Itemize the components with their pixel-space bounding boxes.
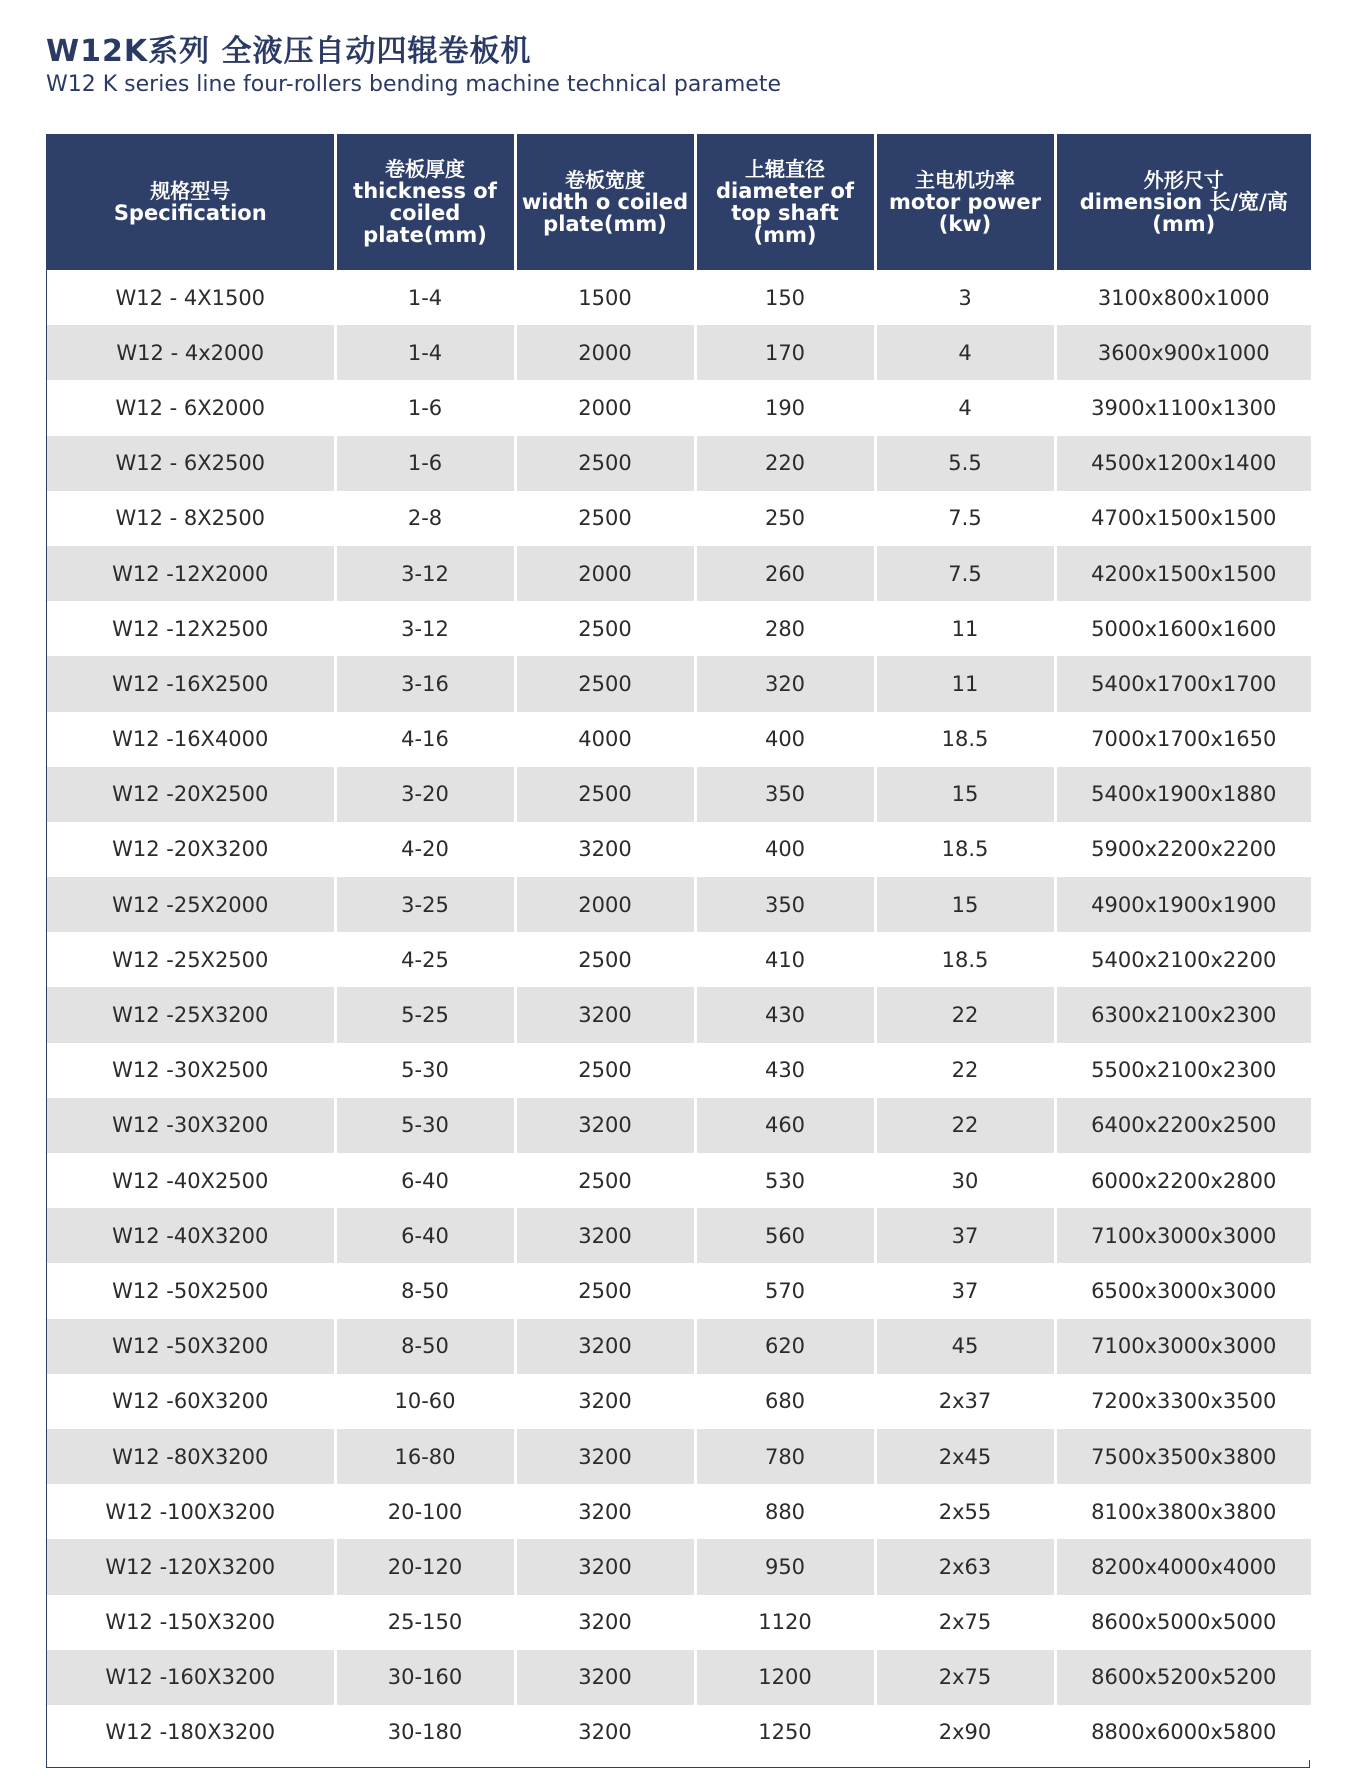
cell-specification: W12 -180X3200 xyxy=(47,1705,335,1760)
header-label-en: Specification xyxy=(113,201,267,225)
table-row xyxy=(47,1208,1311,1263)
cell-diameter: 350 xyxy=(695,877,875,932)
cell-motor-power: 3 xyxy=(875,270,1055,325)
cell-specification: W12 -25X2500 xyxy=(47,932,335,987)
spec-table-container xyxy=(46,134,1310,1768)
cell-specification: W12 -120X3200 xyxy=(47,1539,335,1594)
cell-motor-power: 4 xyxy=(875,380,1055,435)
cell-specification: W12 -16X4000 xyxy=(47,712,335,767)
cell-width: 2500 xyxy=(515,932,695,987)
table-row xyxy=(47,1263,1311,1318)
cell-specification: W12 -50X2500 xyxy=(47,1263,335,1318)
cell-diameter: 780 xyxy=(695,1429,875,1484)
cell-diameter: 190 xyxy=(695,380,875,435)
cell-diameter: 280 xyxy=(695,601,875,656)
cell-diameter: 410 xyxy=(695,932,875,987)
cell-diameter: 1120 xyxy=(695,1595,875,1650)
table-row xyxy=(47,1098,1311,1153)
cell-diameter: 400 xyxy=(695,712,875,767)
table-row xyxy=(47,656,1311,711)
cell-motor-power: 22 xyxy=(875,1043,1055,1098)
cell-dimension: 7200x3300x3500 xyxy=(1055,1374,1311,1429)
cell-specification: W12 -25X2000 xyxy=(47,877,335,932)
header-width xyxy=(515,134,695,270)
cell-specification: W12 -60X3200 xyxy=(47,1374,335,1429)
cell-dimension: 5900x2200x2200 xyxy=(1055,822,1311,877)
cell-thickness: 6-40 xyxy=(335,1153,515,1208)
header-label-en: diameter of top shaft (mm) xyxy=(715,179,855,247)
cell-motor-power: 45 xyxy=(875,1319,1055,1374)
table-row xyxy=(47,1484,1311,1539)
cell-specification: W12 -30X2500 xyxy=(47,1043,335,1098)
cell-width: 3200 xyxy=(515,1208,695,1263)
cell-width: 2500 xyxy=(515,601,695,656)
cell-dimension: 5500x2100x2300 xyxy=(1055,1043,1311,1098)
cell-diameter: 250 xyxy=(695,491,875,546)
header-label-cn: 主电机功率 xyxy=(915,168,1015,192)
cell-dimension: 6400x2200x2500 xyxy=(1055,1098,1311,1153)
cell-dimension: 8600x5000x5000 xyxy=(1055,1595,1311,1650)
header-label-en: thickness of coiled plate(mm) xyxy=(353,179,497,247)
cell-thickness: 3-25 xyxy=(335,877,515,932)
cell-thickness: 3-20 xyxy=(335,767,515,822)
table-row xyxy=(47,601,1311,656)
table-header xyxy=(47,134,1311,270)
cell-motor-power: 2x63 xyxy=(875,1539,1055,1594)
cell-specification: W12 -150X3200 xyxy=(47,1595,335,1650)
cell-width: 2500 xyxy=(515,436,695,491)
cell-diameter: 1200 xyxy=(695,1650,875,1705)
cell-width: 3200 xyxy=(515,1595,695,1650)
table-row xyxy=(47,546,1311,601)
cell-width: 3200 xyxy=(515,1650,695,1705)
cell-motor-power: 37 xyxy=(875,1263,1055,1318)
cell-diameter: 320 xyxy=(695,656,875,711)
table-body xyxy=(47,270,1311,1760)
cell-diameter: 620 xyxy=(695,1319,875,1374)
cell-dimension: 8100x3800x3800 xyxy=(1055,1484,1311,1539)
cell-thickness: 3-16 xyxy=(335,656,515,711)
cell-motor-power: 18.5 xyxy=(875,822,1055,877)
cell-width: 3200 xyxy=(515,1705,695,1760)
cell-dimension: 8800x6000x5800 xyxy=(1055,1705,1311,1760)
cell-motor-power: 37 xyxy=(875,1208,1055,1263)
cell-width: 2500 xyxy=(515,767,695,822)
cell-width: 2500 xyxy=(515,656,695,711)
cell-dimension: 7100x3000x3000 xyxy=(1055,1208,1311,1263)
table-row xyxy=(47,1153,1311,1208)
cell-specification: W12 - 8X2500 xyxy=(47,491,335,546)
cell-thickness: 20-100 xyxy=(335,1484,515,1539)
cell-motor-power: 11 xyxy=(875,601,1055,656)
cell-dimension: 4900x1900x1900 xyxy=(1055,877,1311,932)
header-label-cn: 外形尺寸 xyxy=(1143,168,1224,192)
cell-diameter: 220 xyxy=(695,436,875,491)
header-label-cn: 卷板宽度 xyxy=(565,168,645,192)
table-row xyxy=(47,325,1311,380)
cell-diameter: 150 xyxy=(695,270,875,325)
cell-motor-power: 2x55 xyxy=(875,1484,1055,1539)
cell-width: 3200 xyxy=(515,1319,695,1374)
cell-motor-power: 15 xyxy=(875,767,1055,822)
table-row xyxy=(47,436,1311,491)
cell-specification: W12 -12X2500 xyxy=(47,601,335,656)
cell-dimension: 5400x1700x1700 xyxy=(1055,656,1311,711)
table-row xyxy=(47,1043,1311,1098)
table-row xyxy=(47,822,1311,877)
cell-diameter: 950 xyxy=(695,1539,875,1594)
cell-width: 3200 xyxy=(515,1374,695,1429)
cell-thickness: 10-60 xyxy=(335,1374,515,1429)
cell-width: 3200 xyxy=(515,1429,695,1484)
cell-motor-power: 18.5 xyxy=(875,932,1055,987)
cell-dimension: 7000x1700x1650 xyxy=(1055,712,1311,767)
cell-width: 2500 xyxy=(515,1153,695,1208)
cell-specification: W12 -100X3200 xyxy=(47,1484,335,1539)
cell-thickness: 30-180 xyxy=(335,1705,515,1760)
cell-specification: W12 -25X3200 xyxy=(47,987,335,1042)
cell-dimension: 3900x1100x1300 xyxy=(1055,380,1311,435)
cell-width: 2500 xyxy=(515,1043,695,1098)
table-row xyxy=(47,987,1311,1042)
cell-diameter: 260 xyxy=(695,546,875,601)
cell-motor-power: 2x90 xyxy=(875,1705,1055,1760)
cell-dimension: 8200x4000x4000 xyxy=(1055,1539,1311,1594)
cell-thickness: 1-6 xyxy=(335,436,515,491)
cell-motor-power: 2x75 xyxy=(875,1650,1055,1705)
cell-dimension: 6500x3000x3000 xyxy=(1055,1263,1311,1318)
cell-motor-power: 4 xyxy=(875,325,1055,380)
cell-diameter: 350 xyxy=(695,767,875,822)
cell-specification: W12 -12X2000 xyxy=(47,546,335,601)
header-motor-power xyxy=(875,134,1055,270)
cell-thickness: 8-50 xyxy=(335,1263,515,1318)
cell-thickness: 20-120 xyxy=(335,1539,515,1594)
cell-width: 2500 xyxy=(515,491,695,546)
cell-thickness: 3-12 xyxy=(335,601,515,656)
cell-dimension: 5400x2100x2200 xyxy=(1055,932,1311,987)
cell-thickness: 5-30 xyxy=(335,1043,515,1098)
table-row xyxy=(47,932,1311,987)
cell-dimension: 4500x1200x1400 xyxy=(1055,436,1311,491)
cell-diameter: 570 xyxy=(695,1263,875,1318)
table-row xyxy=(47,712,1311,767)
page-title: W12K系列 全液压自动四辊卷板机 xyxy=(46,34,532,69)
table-row xyxy=(47,1319,1311,1374)
cell-diameter: 400 xyxy=(695,822,875,877)
header-label-cn: 规格型号 xyxy=(150,179,231,203)
cell-dimension: 8600x5200x5200 xyxy=(1055,1650,1311,1705)
cell-motor-power: 15 xyxy=(875,877,1055,932)
cell-width: 4000 xyxy=(515,712,695,767)
cell-thickness: 4-16 xyxy=(335,712,515,767)
cell-specification: W12 -20X2500 xyxy=(47,767,335,822)
cell-specification: W12 -160X3200 xyxy=(47,1650,335,1705)
cell-width: 2000 xyxy=(515,325,695,380)
cell-specification: W12 -50X3200 xyxy=(47,1319,335,1374)
table-row xyxy=(47,491,1311,546)
cell-thickness: 4-25 xyxy=(335,932,515,987)
cell-thickness: 1-4 xyxy=(335,270,515,325)
cell-diameter: 880 xyxy=(695,1484,875,1539)
page-subtitle: W12 K series line four-rollers bending machine technical paramete xyxy=(46,72,782,97)
cell-thickness: 3-12 xyxy=(335,546,515,601)
cell-motor-power: 7.5 xyxy=(875,546,1055,601)
cell-dimension: 5400x1900x1880 xyxy=(1055,767,1311,822)
cell-specification: W12 - 6X2000 xyxy=(47,380,335,435)
cell-specification: W12 - 6X2500 xyxy=(47,436,335,491)
cell-motor-power: 18.5 xyxy=(875,712,1055,767)
table-row xyxy=(47,1539,1311,1594)
header-label-en: motor power (kw) xyxy=(889,190,1041,236)
table-row xyxy=(47,767,1311,822)
cell-diameter: 530 xyxy=(695,1153,875,1208)
cell-thickness: 2-8 xyxy=(335,491,515,546)
cell-width: 2000 xyxy=(515,877,695,932)
cell-diameter: 170 xyxy=(695,325,875,380)
cell-thickness: 5-30 xyxy=(335,1098,515,1153)
cell-width: 3200 xyxy=(515,1539,695,1594)
cell-motor-power: 11 xyxy=(875,656,1055,711)
table-row xyxy=(47,1374,1311,1429)
cell-specification: W12 - 4X1500 xyxy=(47,270,335,325)
table-row xyxy=(47,380,1311,435)
cell-dimension: 6000x2200x2800 xyxy=(1055,1153,1311,1208)
cell-motor-power: 2x75 xyxy=(875,1595,1055,1650)
cell-diameter: 460 xyxy=(695,1098,875,1153)
table-row xyxy=(47,1429,1311,1484)
cell-specification: W12 -30X3200 xyxy=(47,1098,335,1153)
header-row xyxy=(47,134,1311,270)
cell-dimension: 4200x1500x1500 xyxy=(1055,546,1311,601)
header-label-en: width o coiled plate(mm) xyxy=(521,190,689,236)
cell-width: 2000 xyxy=(515,380,695,435)
cell-diameter: 1250 xyxy=(695,1705,875,1760)
cell-width: 3200 xyxy=(515,987,695,1042)
cell-width: 2500 xyxy=(515,1263,695,1318)
header-diameter xyxy=(695,134,875,270)
cell-motor-power: 22 xyxy=(875,987,1055,1042)
header-dimension xyxy=(1055,134,1311,270)
cell-dimension: 3100x800x1000 xyxy=(1055,270,1311,325)
table-row xyxy=(47,1705,1311,1760)
cell-diameter: 430 xyxy=(695,1043,875,1098)
cell-specification: W12 -80X3200 xyxy=(47,1429,335,1484)
cell-thickness: 8-50 xyxy=(335,1319,515,1374)
cell-diameter: 430 xyxy=(695,987,875,1042)
table-row xyxy=(47,877,1311,932)
cell-motor-power: 7.5 xyxy=(875,491,1055,546)
cell-thickness: 30-160 xyxy=(335,1650,515,1705)
header-thickness xyxy=(335,134,515,270)
table-row xyxy=(47,1650,1311,1705)
cell-specification: W12 -20X3200 xyxy=(47,822,335,877)
cell-dimension: 3600x900x1000 xyxy=(1055,325,1311,380)
cell-width: 3200 xyxy=(515,1484,695,1539)
cell-specification: W12 -16X2500 xyxy=(47,656,335,711)
cell-dimension: 7500x3500x3800 xyxy=(1055,1429,1311,1484)
cell-thickness: 1-6 xyxy=(335,380,515,435)
cell-specification: W12 -40X3200 xyxy=(47,1208,335,1263)
cell-specification: W12 -40X2500 xyxy=(47,1153,335,1208)
cell-thickness: 16-80 xyxy=(335,1429,515,1484)
cell-motor-power: 2x45 xyxy=(875,1429,1055,1484)
cell-thickness: 6-40 xyxy=(335,1208,515,1263)
header-label-cn: 卷板厚度 xyxy=(385,157,465,181)
cell-width: 1500 xyxy=(515,270,695,325)
cell-diameter: 560 xyxy=(695,1208,875,1263)
cell-dimension: 7100x3000x3000 xyxy=(1055,1319,1311,1374)
cell-specification: W12 - 4x2000 xyxy=(47,325,335,380)
header-label-en: dimension 长/宽/高 (mm) xyxy=(1079,190,1288,236)
cell-diameter: 680 xyxy=(695,1374,875,1429)
cell-motor-power: 5.5 xyxy=(875,436,1055,491)
cell-motor-power: 30 xyxy=(875,1153,1055,1208)
header-specification xyxy=(47,134,335,270)
cell-dimension: 4700x1500x1500 xyxy=(1055,491,1311,546)
cell-dimension: 5000x1600x1600 xyxy=(1055,601,1311,656)
spec-table xyxy=(47,134,1311,1760)
cell-width: 3200 xyxy=(515,822,695,877)
cell-motor-power: 2x37 xyxy=(875,1374,1055,1429)
table-row xyxy=(47,270,1311,325)
cell-width: 3200 xyxy=(515,1098,695,1153)
cell-thickness: 25-150 xyxy=(335,1595,515,1650)
cell-width: 2000 xyxy=(515,546,695,601)
cell-thickness: 5-25 xyxy=(335,987,515,1042)
cell-dimension: 6300x2100x2300 xyxy=(1055,987,1311,1042)
table-row xyxy=(47,1595,1311,1650)
cell-motor-power: 22 xyxy=(875,1098,1055,1153)
cell-thickness: 1-4 xyxy=(335,325,515,380)
header-label-cn: 上辊直径 xyxy=(745,157,825,181)
cell-thickness: 4-20 xyxy=(335,822,515,877)
